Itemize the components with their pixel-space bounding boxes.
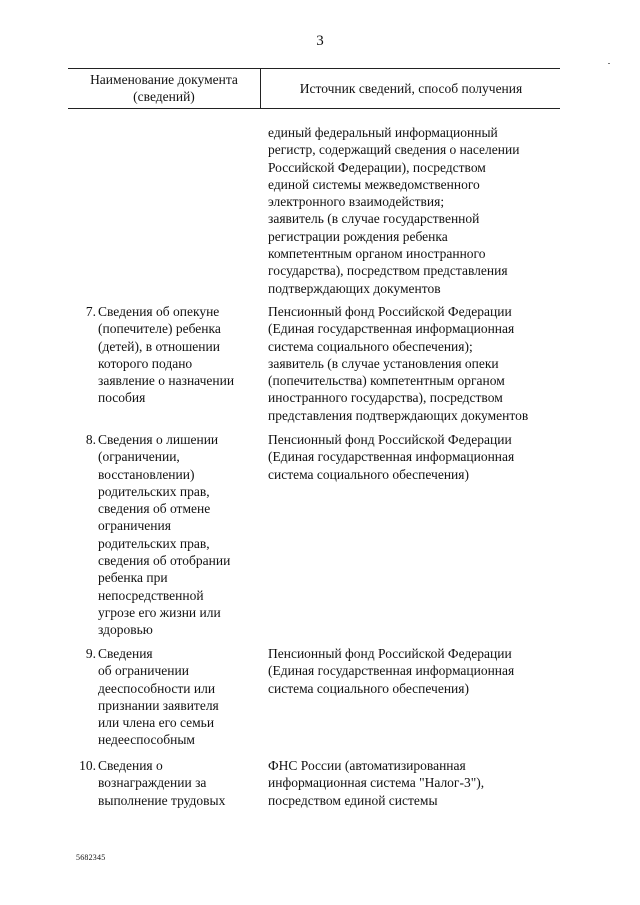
scan-speck bbox=[608, 63, 610, 64]
table-header-top-rule bbox=[68, 68, 560, 69]
table-row-7-document-name: Сведения об опекуне (попечителе) ребенка (детей), в отношении которого подано заявление о назначении пособия bbox=[98, 304, 235, 406]
table-row-9-document-name: Сведения об ограничении дееспособности или признании заявителя или члена его семьи недееспособным bbox=[98, 646, 219, 748]
table-row-7-number: 7. bbox=[85, 304, 96, 319]
table-header-document-name bbox=[70, 71, 258, 105]
table-header-document-name-text: Наименование документа (сведений) bbox=[90, 72, 238, 104]
table-row-10-document-name: Сведения о вознаграждении за выполнение трудовых bbox=[98, 758, 226, 808]
page-number: 3 bbox=[316, 33, 324, 49]
table-row-10-source: ФНС России (автоматизированная информационная система "Налог-3"), посредством единой системы bbox=[268, 758, 485, 808]
table-row-10-number: 10. bbox=[79, 758, 96, 773]
table-row-7-source: Пенсионный фонд Российской Федерации (Единая государственная информационная система социального обеспечения); заявитель (в случае установления опеки (попечительства) компетентным органом иностранного государства), посредством представления подтверждающих документов bbox=[268, 304, 529, 423]
footer-document-code: 5682345 bbox=[76, 853, 106, 862]
table-header-source bbox=[262, 80, 560, 97]
table-row-8-document-name: Сведения о лишении (ограничении, восстановлении) родительских прав, сведения об отмене ограничения родительских прав, сведения об отобрании ребенка при непосредственной угрозе его жизни или здоровью bbox=[98, 432, 231, 638]
table-row-9-source: Пенсионный фонд Российской Федерации (Единая государственная информационная система социального обеспечения) bbox=[268, 646, 515, 696]
table-row-8-source: Пенсионный фонд Российской Федерации (Единая государственная информационная система социального обеспечения) bbox=[268, 432, 515, 482]
table-header-column-divider bbox=[260, 68, 261, 108]
table-header-bottom-rule bbox=[68, 108, 560, 109]
table-continuation-source: единый федеральный информационный регистр, содержащий сведения о населении Российской Федерации), посредством единой системы межведомственного электронного взаимодействия; заявитель (в случае государственной регистрации рождения ребенка компетентным органом иностранного государства), посредством представления подтверждающих документов bbox=[268, 125, 520, 296]
table-header-source-text: Источник сведений, способ получения bbox=[299, 81, 523, 96]
table-row-8-number: 8. bbox=[85, 432, 96, 447]
table-row-9-number: 9. bbox=[85, 646, 96, 661]
